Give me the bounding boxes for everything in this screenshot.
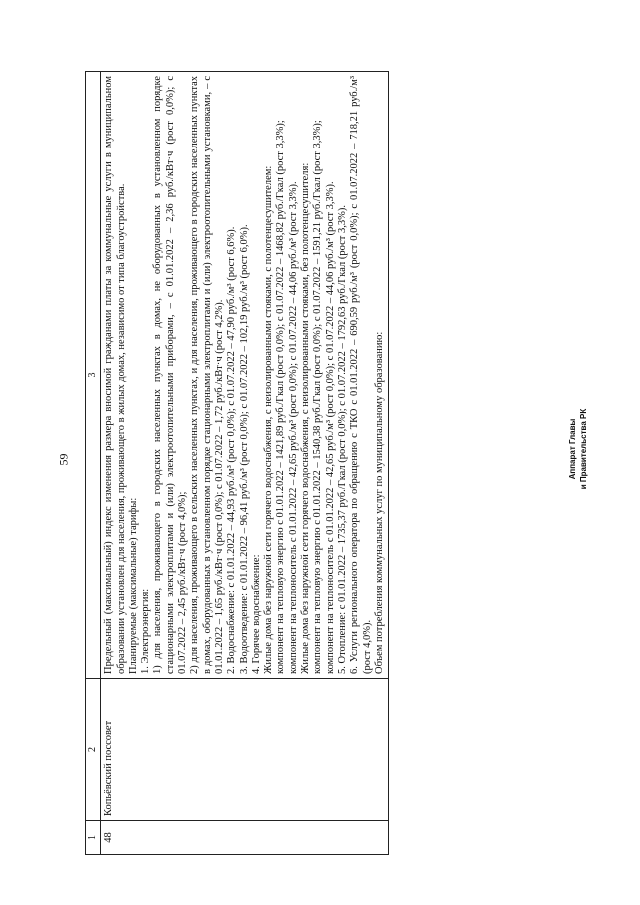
office-stamp [567, 389, 589, 509]
text-line: 5. Отопление: с 01.01.2022 – 1735,37 руб./Гкал (рост 0,0%); с 01.07.2022 – 1792,63 руб./Гкал (рост 3,3%). [336, 205, 348, 674]
text-line: 6. Услуги регионального оператора по обращению с ТКО с 01.01.2022 – 690,59 руб./м³ (рост 0,0%); с 01.07.2022 – 718,21 руб./м³ (рост 4,0%). [349, 76, 373, 674]
text-line: 2) для населения, проживающего в сельских населенных пунктах, и для населения, проживающего в городских населенных пунктах в домах, оборудованных в установленном порядке стационарными электроплитами и (или) электроотопительными установками, – с 01.01.2022 – 1,65 руб./кВт·ч (рост 0,0%); с 01.07.2022 – 1,72 руб./кВт·ч (рост 4,2%). [189, 76, 225, 674]
rotated-table-wrapper [85, 72, 539, 855]
stamp-line-2: и Правительства РК [579, 408, 588, 490]
text-line: 1) для населения, проживающего в городских населенных пунктах в домах, не оборудованных в установленном порядке стационарными электроплитами и (или) электроотопительными приборами, – с 01.01.2022 – 2,36 руб./кВт·ч (рост 0,0%); с 01.07.2022 – 2,45 руб./кВт·ч (рост 4,0%); [152, 76, 189, 674]
text-line: Планируемые (максимальные) тарифы: [127, 497, 139, 674]
text-line: компонент на тепловую энергию с 01.01.2022 – 1540,38 руб./Гкал (рост 0,0%); с 01.07.2022 – 1591,21 руб./Гкал (рост 3,3%); [312, 120, 324, 674]
page-number: 59 [56, 453, 71, 466]
text-line: 3. Водоотведение: с 01.01.2022 – 96,41 руб./м³ (рост 0,0%); с 01.07.2022 – 102,19 руб./м³ (рост 6,0%). [238, 224, 250, 674]
text-line: компонент на тепловую энергию с 01.01.2022 – 1421,89 руб./Гкал (рост 0,0%); с 01.07.2022 – 1468,82 руб./Гкал (рост 3,3%); [275, 120, 287, 674]
tariff-description [101, 72, 389, 679]
row-number: 48 [101, 821, 389, 855]
table-row [101, 72, 389, 855]
stamp-line-1: Аппарат Главы [568, 418, 577, 480]
table-header-row [86, 72, 101, 855]
text-line: Жилые дома без наружной сети горячего водоснабжения, с неизолированными стояками, без полотенцесушителя: [300, 162, 312, 674]
text-line: 4. Горячее водоснабжение: [250, 554, 262, 674]
text-line: компонент на теплоноситель с 01.01.2022 – 42,65 руб./м³ (рост 0,0%); с 01.07.2022 – 44,06 руб./м³ (рост 3,3%). [287, 181, 299, 674]
municipality-name: Копьёвский поссовет [101, 679, 389, 821]
text-line: компонент на теплоноситель с 01.01.2022 – 42,65 руб./м³ (рост 0,0%); с 01.07.2022 – 44,06 руб./м³ (рост 3,3%). [324, 181, 336, 674]
text-line: Предельный (максимальный) индекс изменения размера вносимой гражданами платы за коммунальные услуги в муниципальном образовании установлен для населения, проживающего в жилых домах, независимо от типа благоустройства. [103, 76, 127, 674]
text-line: Жилые дома без наружной сети горячего водоснабжения, с неизолированными стояками, с полотенцесушителем: [263, 165, 275, 674]
text-line: 1. Электроэнергия: [140, 588, 152, 674]
header-col-3: 3 [86, 72, 101, 679]
header-col-2: 2 [86, 679, 101, 821]
text-line: Объем потребления коммунальных услуг по муниципальному образованию: [373, 331, 385, 674]
tariff-table [85, 71, 389, 855]
header-col-1: 1 [86, 821, 101, 855]
text-line: 2. Водоснабжение: с 01.01.2022 – 44,93 руб./м³ (рост 0,0%); с 01.07.2022 – 47,90 руб./м³ (рост 6,6%). [226, 226, 238, 674]
